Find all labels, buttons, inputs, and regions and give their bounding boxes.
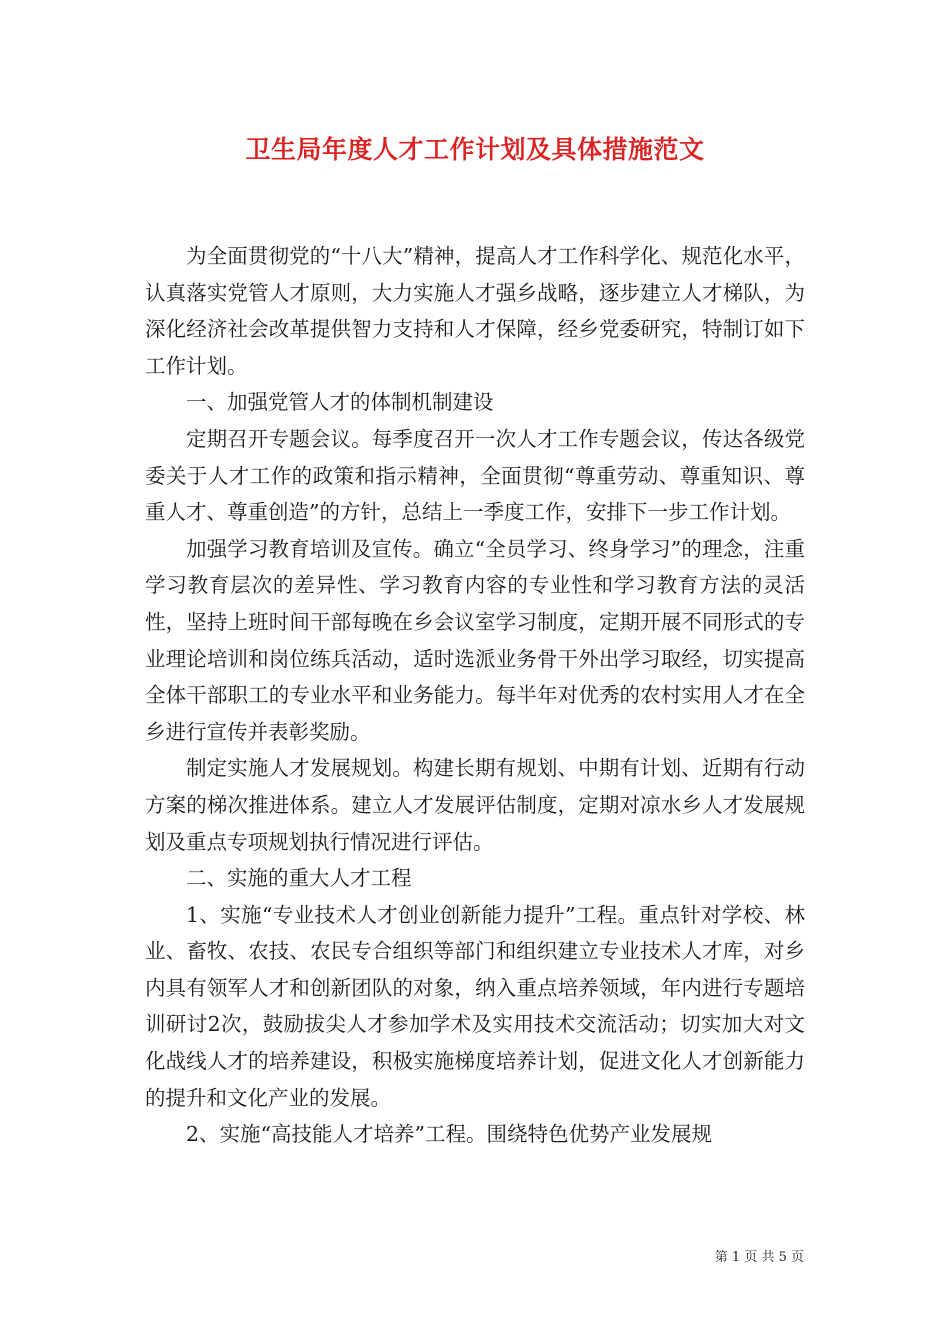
body-paragraph: 1、实施“专业技术人才创业创新能力提升”工程。重点针对学校、林业、畜牧、农技、农民专合组织等部门和组织建立专业技术人才库，对乡内具有领军人才和创新团队的对象，纳入重点培养领域，年内进行专题培训研讨2次，鼓励拔尖人才参加学术及实用技术交流活动；切实加大对文化战线人才的培养建设，积极实施梯度培养计划，促进文化人才创新能力的提升和文化产业的发展。 xyxy=(145,902,805,1110)
page-number: 第 1 页 共 5 页 xyxy=(714,1250,804,1265)
body-paragraph: 定期召开专题会议。每季度召开一次人才工作专题会议，传达各级党委关于人才工作的政策和指示精神，全面贯彻“尊重劳动、尊重知识、尊重人才、尊重创造”的方针，总结上一季度工作，安排下一步工作计划。 xyxy=(145,426,805,525)
section-heading-1: 一、加强党管人才的体制机制建设 xyxy=(186,390,494,415)
section-heading-2: 二、实施的重大人才工程 xyxy=(186,866,412,891)
document-title: 卫生局年度人才工作计划及具体措施范文 xyxy=(245,135,705,164)
body-paragraph: 2、实施“高技能人才培养”工程。围绕特色优势产业发展规 xyxy=(186,1122,713,1147)
body-paragraph: 加强学习教育培训及宣传。确立“全员学习、终身学习”的理念，注重学习教育层次的差异性、学习教育内容的专业性和学习教育方法的灵活性，坚持上班时间干部每晚在乡会议室学习制度，定期开展不同形式的专业理论培训和岗位练兵活动，适时选派业务骨干外出学习取经，切实提高全体干部职工的专业水平和业务能力。每半年对优秀的农村实用人才在全乡进行宣传并表彰奖励。 xyxy=(145,536,805,744)
body-paragraph: 制定实施人才发展规划。构建长期有规划、中期有计划、近期有行动方案的梯次推进体系。建立人才发展评估制度，定期对凉水乡人才发展规划及重点专项规划执行情况进行评估。 xyxy=(145,756,805,854)
document-body xyxy=(145,238,805,1153)
intro-paragraph: 为全面贯彻党的“十八大”精神，提高人才工作科学化、规范化水平，认真落实党管人才原则，大力实施人才强乡战略，逐步建立人才梯队，为深化经济社会改革提供智力支持和人才保障，经乡党委研究，特制订如下工作计划。 xyxy=(145,244,805,378)
